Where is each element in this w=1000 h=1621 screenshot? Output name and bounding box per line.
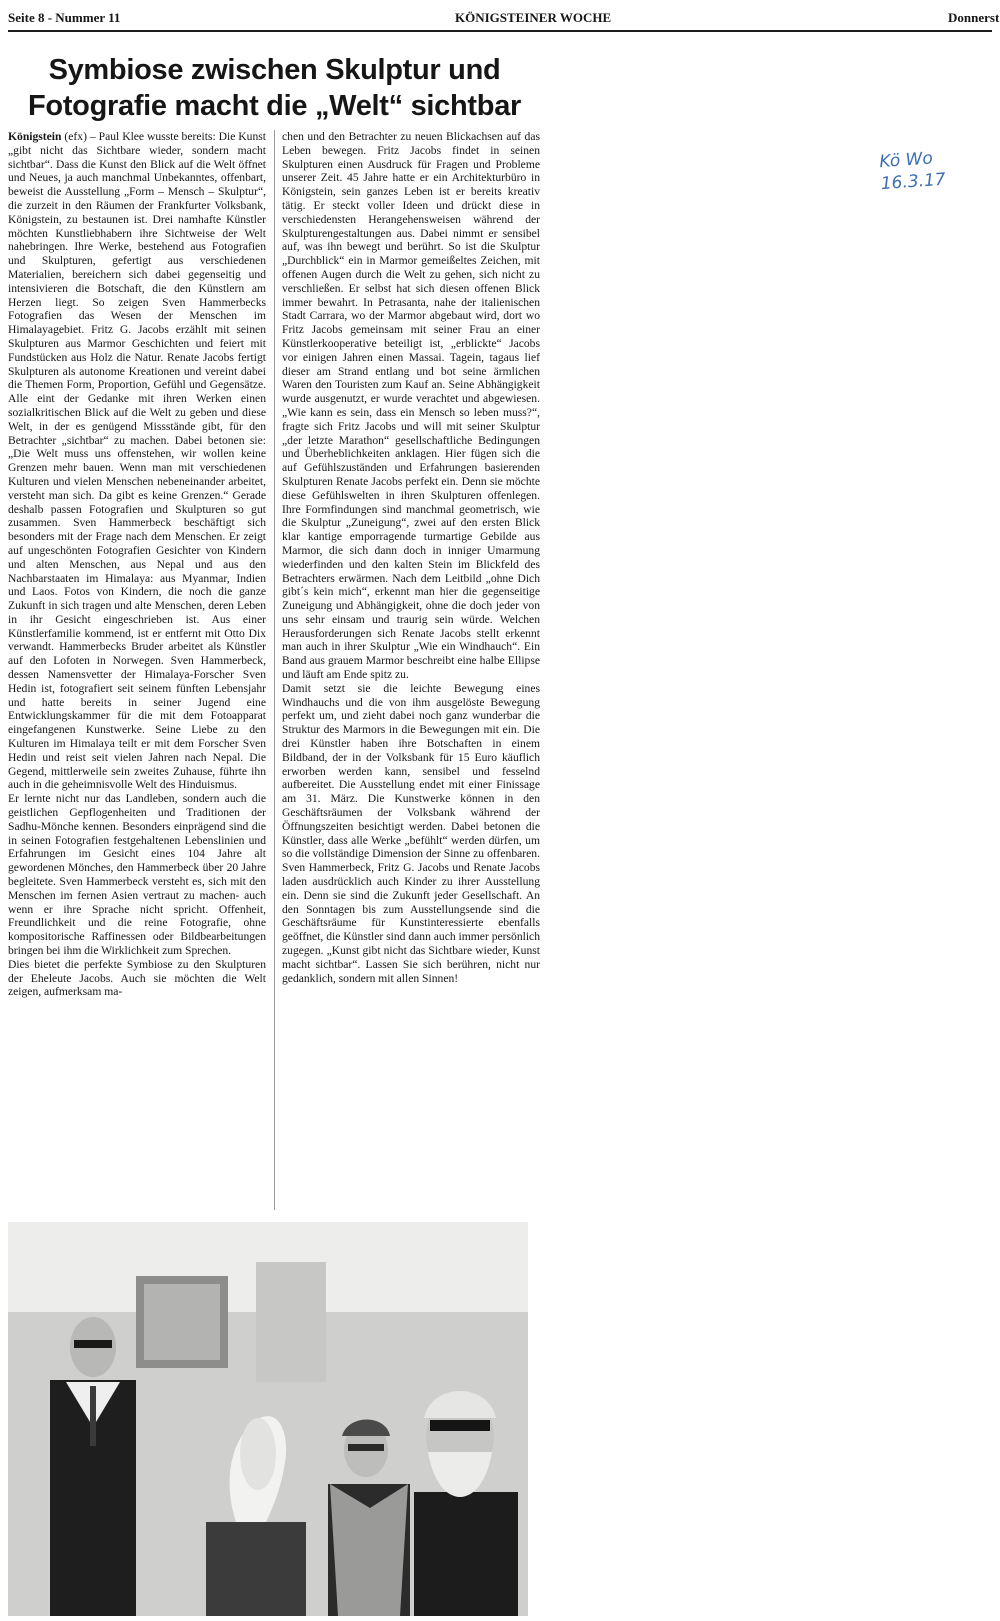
photo-artists-with-sculpture [8, 1222, 528, 1616]
note-line-2: 16.3.17 [880, 169, 947, 195]
title-line-2: Fotografie macht die „Welt“ sichtbar [27, 90, 522, 122]
body-text: (efx) – Paul Klee wusste bereits: Die Kunst „gibt nicht das Sichtbare wieder, sondern macht sichtbar“. Dass die Kunst den Blick auf die Welt öffnet und Neues, ja auch manchmal Unbekanntes, offenbart, beweist die Ausstellung „Form – Mensch – Skulptur“, die zurzeit in den Räumen der Frankfurter Volksbank, Königstein, zu bestaunen ist. Drei namhafte Künstler möchten Kunstliebhabern ihre Sichtweise der Welt nahebringen. Ihre Werke, bestehend aus Fotografien und Skulpturen, gefertigt aus verschiedenen Materialien, bereichern sich dabei gegenseitig und intensivieren die Botschaft, die den Künstlern am Herzen liegt. So zeigen Sven Hammerbecks Fotografien das Wesen der Menschen im Himalayagebiet. Fritz G. Jacobs erzählt mit seinen Skulpturen aus Marmor Geschichten und feiert mit Fundstücken aus Holz die Natur. Renate Jacobs fertigt Skulpturen als autonome Kreationen und vereint dabei die Themen Form, Proportion, Gefühl und Gegensätze. Alle eint der Gedanke mit ihren Werken einen sozialkritischen Blick auf die Welt zu geben und diese Welt, in der es genügend Missstände gibt, für den Betrachter „sichtbar“ zu machen. Dabei betonen sie: „Die Welt muss uns offenstehen, wir wollen keine Grenzen mehr bauen. Wenn man mit verschiedenen Kulturen und vielen Menschen nebeneinander arbeitet, versteht man sich. Da gibt es keine Grenzen.“ Gerade deshalb passen Fotografien und Skulpturen so gut zusammen. Sven Hammerbeck beschäftigt sich besonders mit der Frage nach dem Menschen. Er zeigt auf ungeschönten Fotografien Gesichter von Kindern und alten Menschen, aus Nepal und aus den Nachbarstaaten im Himalaya: aus Myanmar, Indien und Laos. Fotos von Kindern, die noch die ganze Zukunft in sich tragen und alte Menschen, deren Leben in ihr Gesicht eingeschrieben ist. Aus einer Künstlerfamilie kommend, ist er entfernt mit Otto Dix verwandt. Hammerbecks Bruder arbeitet als Künstler auf den Lofoten in Norwegen. Sven Hammerbeck, dessen Namensvetter der Himalaya-Forscher Sven Hedin ist, fotografiert seit seinem fünften Lebensjahr und hatte bereits in seiner Jugend eine Entwicklungskammer für die mit dem Fotoapparat eingefangenen Kunstwerke. Seine Liebe zu den Kulturen im Himalaya teilt er mit dem Forscher Sven Hedin und reist seit vielen Jahren nach Nepal. Die Gegend, mittlerweile sein zweites Zuhause, führte ihn auch in die geheimnisvolle Welt des Hinduismus. [8, 130, 266, 792]
paragraph: Damit setzt sie die leichte Bewegung eines Windhauchs und die von ihm ausgelöste Bewegung perfekt um, und zieht dabei noch ganz wunderbar die Struktur des Marmors in die Bewegungen mit ein. Die drei Künstler haben ihre Botschaften in einem Bildband, der in der Volksbank für 15 Euro käuflich erworben werden kann, sensibel und fesselnd aufbereitet. Die Ausstellung endet mit einer Finissage am 31. März. Die Kunstwerke können in den Geschäftsräumen der Volksbank während der Öffnungszeiten besichtigt werden. Dabei betonen die Künstler, dass alle Werke „befühlt“ werden dürfen, um so die vollständige Dimension der Sinne zu offenbaren. Sven Hammerbeck, Fritz G. Jacobs und Renate Jacobs laden ausdrücklich auch Kinder zu ihrer Ausstellung ein. Denn sie sind die Zukunft jeder Gesellschaft. An den Sonntagen bis zum Ausstellungsende sind die Geschäftsräume für Kunstinteressierte ebenfalls geöffnet, die Künstler sind dann auch immer persönlich zugegen. „Kunst gibt nicht das Sichtbare wieder, Kunst macht sichtbar“. Lassen Sie sich berühren, nicht nur gedanklich, sondern mit allen Sinnen! [282, 681, 541, 985]
handwritten-note [879, 145, 972, 195]
paragraph: Er lernte nicht nur das Landleben, sondern auch die geistlichen Gepflogenheiten und Traditionen der Sadhu-Mönche kennen. Besonders einprägend sind die in seinen Fotografien festgehaltenen Lebenslinien und Erfahrungen im Gesicht eines 104 Jahre alt gewordenen Mönches, den Hammerbeck über 20 Jahre begleitete. Sven Hammerbeck versteht es, sich mit den Menschen im fernen Asien vertraut zu machen- auch wenn er ihre Sprache nicht spricht. Offenheit, Freundlichkeit und die reine Fotografie, ohne kompositorische Raffinessen oder Bildbearbeitungen bringen bei ihm die Wirklichkeit zum Sprechen. [8, 792, 266, 958]
article-column-1 [8, 130, 266, 1208]
article-title [8, 52, 541, 124]
title-line-1: Symbiose zwischen Skulptur und [48, 54, 501, 86]
article-photo [8, 1222, 528, 1616]
page-number: Seite 8 - Nummer 11 [8, 10, 121, 25]
publication-name: KÖNIGSTEINER WOCHE [455, 10, 612, 25]
note-line-1: Kö Wo [878, 148, 934, 173]
paragraph [8, 130, 266, 792]
paragraph: Dies bietet die perfekte Symbiose zu den Skulpturen der Eheleute Jacobs. Auch sie möchten die Welt zeigen, aufmerksam ma- [8, 957, 266, 999]
column-divider [274, 130, 275, 1210]
header-rule [8, 30, 992, 32]
dateline: Königstein [8, 130, 62, 143]
weekday: Donnerst [948, 10, 1000, 25]
paragraph: chen und den Betrachter zu neuen Blickachsen auf das Leben bewegen. Fritz Jacobs findet in seinen Skulpturen einen Ausdruck für Fragen und Probleme unserer Zeit. 45 Jahre hatte er ein Architekturbüro in Königstein, sein ganzes Leben ist er bereits kreativ tätig. Er steckt voller Ideen und drückt diese in verschiedensten Herangehensweisen während der Skulpturengestaltungen aus. Dabei nimmt er sensibel auf, was ihn bewegt und berührt. So ist die Skulptur „Durchblick“ ein in Marmor gemeißeltes Zeichen, mit offenen Augen durch die Welt zu gehen, sich nicht zu verschließen. Er selbst hat sich diesen offenen Blick immer bewahrt. In Petrasanta, nahe der italienischen Stadt Carrara, wo der Marmor abgebaut wird, dort wo Fritz Jacobs gemeinsam mit seiner Frau an einer Künstlerkooperative beteiligt ist, „erblickte“ Jacobs vor einigen Jahren einen Massai. Tagein, tagaus lief dieser am Strand entlang und bot seine ärmlichen Waren den Touristen zum Kauf an. Seine Abhängigkeit wurde ausgenutzt, er wurde verachtet und abgewiesen. „Wie kann es sein, dass ein Mensch so leben muss?“, fragte sich Fritz Jacobs und will mit seiner Skulptur „der letzte Marathon“ gesellschaftliche Bedingungen und Überheblichkeiten anklagen. Hier fügen sich die auf Gefühlszuständen und Erfahrungen basierenden Skulpturen Renate Jacobs perfekt ein. Denn sie möchte diese Gefühlswelten in ihren Skulpturen offenlegen. Ihre Formfindungen sind manchmal geometrisch, wie die Skulptur „Zuneigung“, zwei auf den ersten Blick klar kantige emporragende turmartige Gebilde aus Marmor, die sich dann doch in inniger Umarmung wiederfinden und den kalten Stein im Blickfeld des Betrachters erwärmen. Nach dem Leitbild „ohne Dich gibt´s kein mich“, erkennt man hier die gegenseitige Zuneigung und Abhängigkeit, ohne die doch jeder von uns sehr einsam und traurig sein würde. Welchen Herausforderungen sich Renate Jacobs stellt erkennt man auch in ihrer Skulptur „Wie ein Windhauch“. Ein Band aus grauem Marmor beschreibt eine halbe Ellipse und läuft am Ende spitz zu. [282, 130, 540, 682]
article-column-2 [282, 130, 540, 1208]
page-header [8, 6, 1000, 32]
